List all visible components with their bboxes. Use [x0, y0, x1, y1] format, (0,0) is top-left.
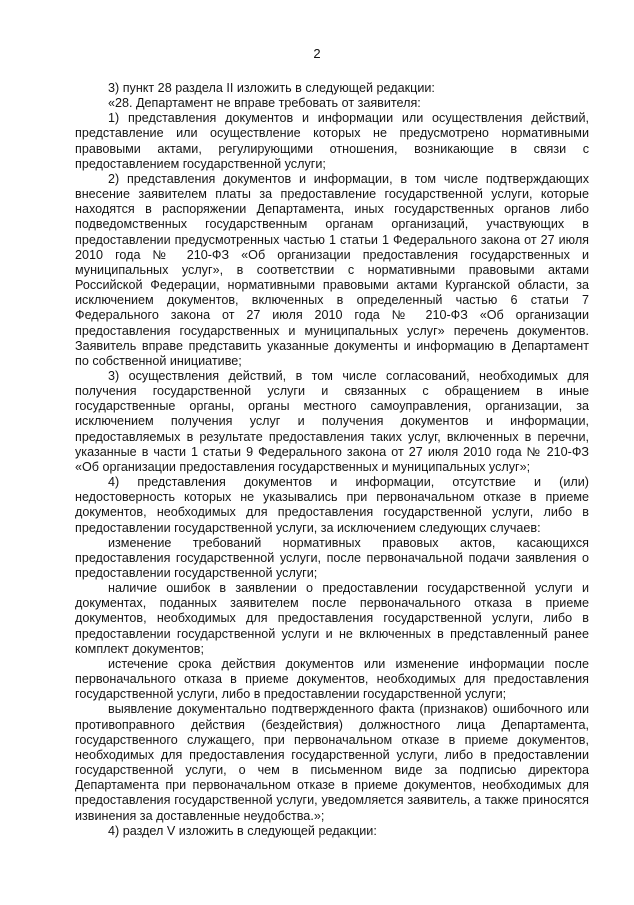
paragraph-case-expiry: истечение срока действия документов или изменение информации после первоначального отказа в приеме документов, необходимых для предоставления государственной услуги, либо в предоставлении государственной услуги;	[75, 656, 589, 702]
paragraph-subitem-4: 4) представления документов и информации, отсутствие и (или) недостоверность которых не указывались при первоначальном отказе в приеме документов, необходимых для предоставления государственной услуги, либо в предоставлении государственной услуги, за исключением следующих случаев:	[75, 475, 589, 535]
paragraph-item-3-header: 3) пункт 28 раздела II изложить в следующей редакции:	[108, 81, 435, 95]
paragraph-subitem-1: 1) представления документов и информации или осуществления действий, представление или осуществление которых не предусмотрено нормативными правовыми актами, регулирующими отношения, возникающие в связи с предоставлением государственной услуги;	[75, 111, 589, 171]
paragraph-case-requirements-change: изменение требований нормативных правовых актов, касающихся предоставления государственной услуги, после первоначальной подачи заявления о предоставлении государственной услуги;	[75, 535, 589, 580]
page-number: 2	[313, 46, 321, 61]
paragraph-case-errors: наличие ошибок в заявлении о предоставлении государственной услуги и документах, поданных заявителем после первоначального отказа в приеме документов, необходимых для предоставления государственной услуги, либо в предоставлении государственной услуги и не включенных в представленный ранее комплект документов;	[75, 581, 589, 656]
paragraph-item-4-header: 4) раздел V изложить в следующей редакции:	[108, 823, 377, 838]
paragraph-clause-28-intro: «28. Департамент не вправе требовать от заявителя:	[108, 96, 421, 111]
paragraph-subitem-2: 2) представления документов и информации, в том числе подтверждающих внесение заявителем платы за предоставление государственной услуги, которые находятся в распоряжении Департамента, иных государственных органов либо подведомственных государственным органам организаций, участвующих в предоставлении предусмотренных частью 1 статьи 1 Федерального закона от 27 июля 2010 года № 210-ФЗ «Об организации предоставления государственных и муниципальных услуг», в соответствии с нормативными правовыми актами Российской Федерации, нормативными правовыми актами Курганской области, за исключением документов, включенных в определенный частью 6 статьи 7 Федерального закона от 27 июля 2010 года № 210-ФЗ «Об организации предоставления государственных и муниципальных услуг» перечень документов. Заявитель вправе представить указанные документы и информацию в Департамент по собственной инициативе;	[75, 171, 589, 368]
paragraph-subitem-3: 3) осуществления действий, в том числе согласований, необходимых для получения государственной услуги и связанных с обращением в иные государственные органы, органы местного самоуправления, организации, за исключением получения услуг и получения документов и информации, предоставляемых в результате предоставления таких услуг, включенных в перечни, указанные в части 1 статьи 9 Федерального закона от 27 июля 2010 года № 210-ФЗ «Об организации предоставления государственных и муниципальных услуг»;	[75, 368, 589, 474]
document-body	[75, 81, 589, 839]
paragraph-case-wrongful-action: выявление документально подтвержденного факта (признаков) ошибочного или противоправного действия (бездействия) должностного лица Департамента, государственного служащего, при первоначальном отказе в приеме документов, необходимых для предоставления государственной услуги, либо в предоставлении государственной услуги, о чем в письменном виде за подписью директора Департамента при первоначальном отказе в приеме документов, необходимых для предоставления государственной услуги, уведомляется заявитель, а также приносятся извинения за доставленные неудобства.»;	[75, 702, 589, 823]
